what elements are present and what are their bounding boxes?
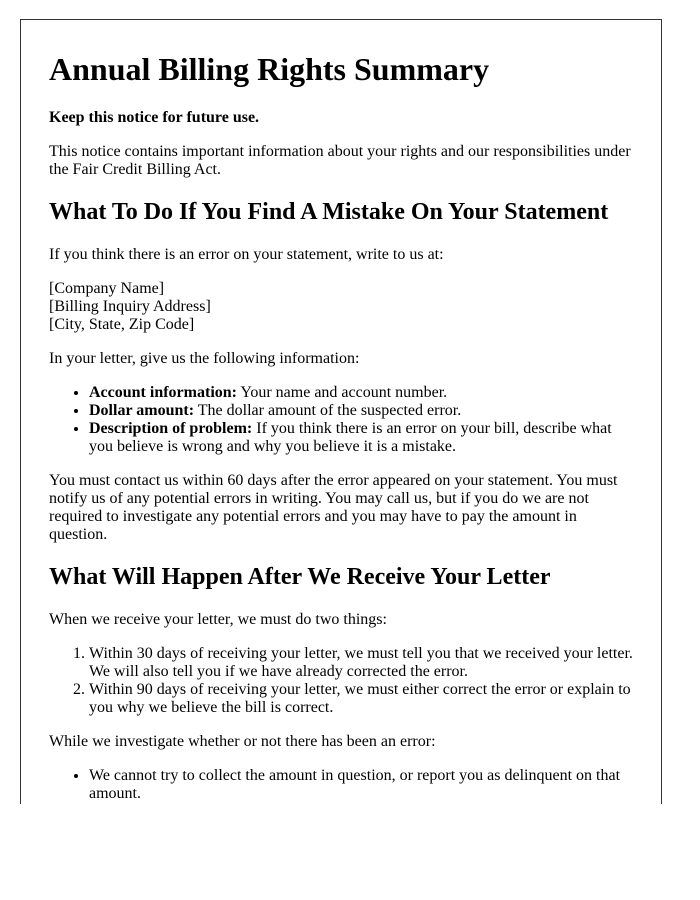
address-company-line: [Company Name] bbox=[49, 280, 165, 297]
address-street-line: [Billing Inquiry Address] bbox=[49, 298, 211, 315]
letter-info-list bbox=[49, 384, 633, 456]
mailing-address-block bbox=[49, 280, 633, 334]
section-heading-mistake: What To Do If You Find A Mistake On Your Statement bbox=[49, 199, 609, 225]
letter-item-text: If you think there is an error on your bill, describe what you believe is wrong and why you believe it is a mistake. bbox=[89, 420, 612, 455]
document-title: Annual Billing Rights Summary bbox=[49, 51, 490, 87]
list-item: • We cannot try to collect the amount in question, or report you as delinquent on that amount. bbox=[89, 767, 633, 803]
two-things-intro: When we receive your letter, we must do two things: bbox=[49, 611, 387, 628]
response-steps-list bbox=[49, 645, 633, 717]
list-item: 1. Within 30 days of receiving your letter, we must tell you that we received your letter. We will also tell you if we have already corrected the error. bbox=[89, 645, 633, 681]
letter-item-text: The dollar amount of the suspected error. bbox=[197, 402, 462, 419]
contact-deadline-paragraph: You must contact us within 60 days after the error appeared on your statement. You must notify us of any potential errors in writing. You may call us, but if you do we are not required to investigate any potential errors and you may have to pay the amount in question. bbox=[49, 472, 618, 543]
letter-item-text: Your name and account number. bbox=[240, 384, 448, 401]
section-heading-response: What Will Happen After We Receive Your Letter bbox=[49, 564, 551, 590]
intro-paragraph: This notice contains important information about your rights and our responsibilities under the Fair Credit Billing Act. bbox=[49, 143, 631, 178]
investigation-list bbox=[49, 767, 633, 803]
letter-item-label: Dollar amount: bbox=[89, 402, 195, 419]
list-item bbox=[89, 384, 633, 402]
letter-item-label: Account information: bbox=[89, 384, 237, 401]
keep-notice-line: Keep this notice for future use. bbox=[49, 109, 260, 126]
write-to-us-intro: If you think there is an error on your statement, write to us at: bbox=[49, 246, 444, 263]
letter-info-intro: In your letter, give us the following information: bbox=[49, 350, 360, 367]
list-item: 2. Within 90 days of receiving your letter, we must either correct the error or explain to you why we believe the bill is correct. bbox=[89, 681, 633, 717]
letter-item-label: Description of problem: bbox=[89, 420, 253, 437]
investigation-intro: While we investigate whether or not there has been an error: bbox=[49, 733, 436, 750]
list-item bbox=[89, 402, 633, 420]
address-city-line: [City, State, Zip Code] bbox=[49, 316, 195, 333]
list-item bbox=[89, 420, 633, 456]
notice-document bbox=[20, 19, 662, 804]
